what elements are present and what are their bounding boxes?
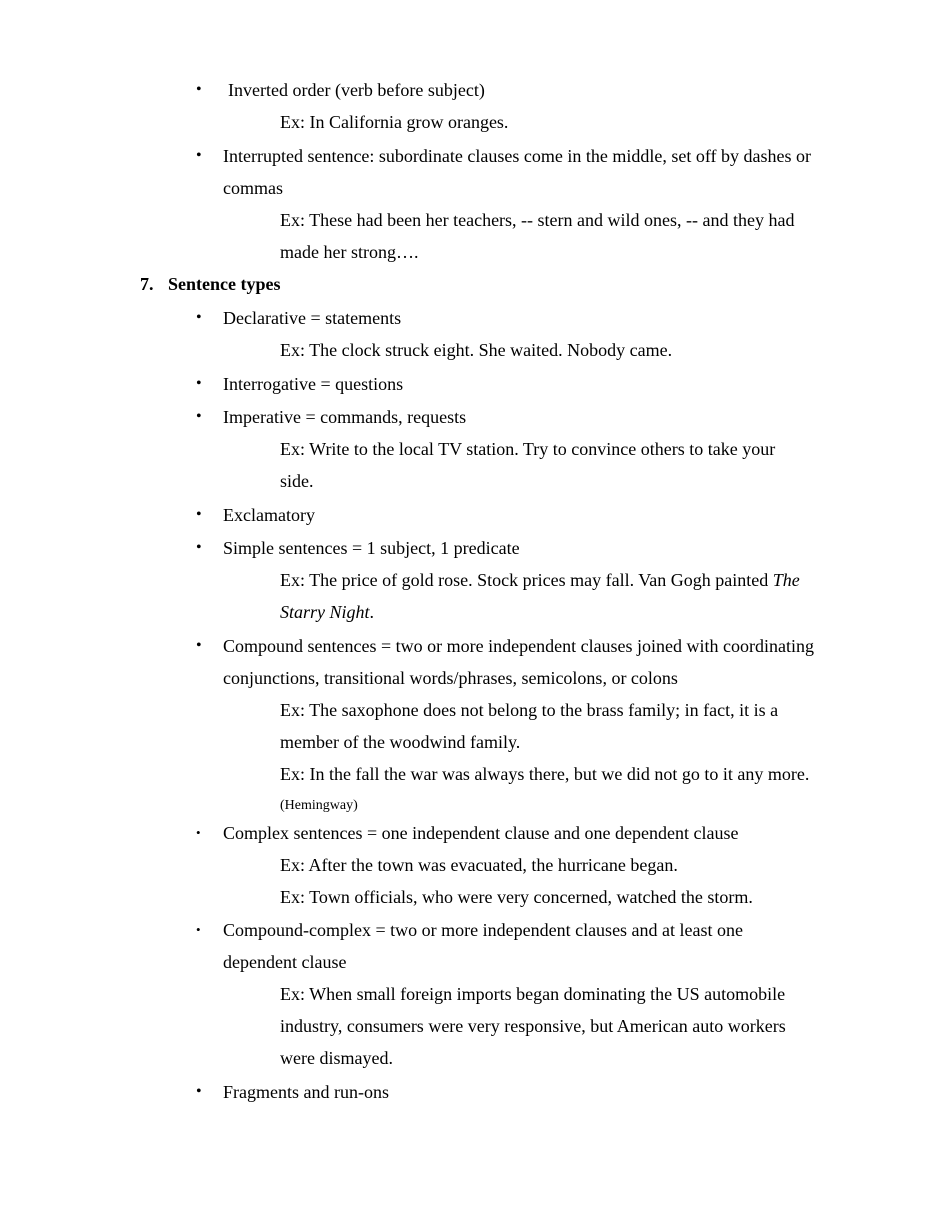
declarative-item: Declarative = statements [223, 308, 402, 328]
interrupted-sentence-example: Ex: These had been her teachers, -- stern and wild ones, -- and they had [280, 210, 795, 230]
compound-complex-example-cont2: were dismayed. [280, 1048, 393, 1068]
bullet-icon: • [196, 408, 202, 425]
bullet-icon: • [196, 147, 202, 164]
bullet-icon: • [196, 637, 202, 654]
section-number: 7. [140, 274, 154, 294]
simple-example-title-part1: The [772, 570, 800, 590]
compound-sentences-item: Compound sentences = two or more independent clauses joined with coordinating [223, 636, 815, 656]
simple-example-title-part2: Starry Night [280, 602, 370, 622]
bullet-icon: • [196, 539, 202, 556]
complex-example-2: Ex: Town officials, who were very concerned, watched the storm. [280, 887, 753, 907]
bullet-icon: • [196, 506, 202, 523]
simple-example-text: Ex: The price of gold rose. Stock prices may fall. Van Gogh painted [280, 570, 769, 590]
fragments-item: Fragments and run-ons [223, 1082, 389, 1102]
simple-sentences-example-cont [280, 601, 374, 623]
compound-example-2-attribution: (Hemingway) [280, 798, 358, 813]
simple-example-period: . [369, 602, 375, 622]
interrupted-sentence-item: Interrupted sentence: subordinate clauses come in the middle, set off by dashes or [223, 146, 811, 166]
bullet-icon: • [196, 81, 202, 98]
interrogative-item: Interrogative = questions [223, 374, 404, 394]
interrupted-sentence-item-cont: commas [223, 178, 283, 198]
section-heading: Sentence types [168, 274, 281, 294]
compound-sentences-item-cont: conjunctions, transitional words/phrases, semicolons, or colons [223, 668, 678, 688]
complex-example-1: Ex: After the town was evacuated, the hurricane began. [280, 855, 678, 875]
inverted-order-example: Ex: In California grow oranges. [280, 112, 509, 132]
compound-complex-item: Compound-complex = two or more independent clauses and at least one [223, 920, 744, 940]
bullet-icon: • [196, 825, 201, 840]
compound-complex-example: Ex: When small foreign imports began dominating the US automobile [280, 984, 786, 1004]
bullet-icon: • [196, 1083, 202, 1100]
bullet-icon: • [196, 309, 202, 326]
inverted-order-item: Inverted order (verb before subject) [228, 80, 485, 100]
compound-complex-item-cont: dependent clause [223, 952, 347, 972]
compound-example-2: Ex: In the fall the war was always there, but we did not go to it any more. [280, 764, 810, 784]
imperative-item: Imperative = commands, requests [223, 407, 467, 427]
exclamatory-item: Exclamatory [223, 505, 315, 525]
simple-sentences-item: Simple sentences = 1 subject, 1 predicate [223, 538, 520, 558]
imperative-example: Ex: Write to the local TV station. Try to convince others to take your [280, 439, 776, 459]
bullet-icon: • [196, 922, 201, 937]
simple-sentences-example [280, 569, 800, 591]
interrupted-sentence-example-cont: made her strong…. [280, 242, 419, 262]
compound-example-1-cont: member of the woodwind family. [280, 732, 521, 752]
compound-complex-example-cont: industry, consumers were very responsive, but American auto workers [280, 1016, 786, 1036]
complex-sentences-item: Complex sentences = one independent clause and one dependent clause [223, 823, 739, 843]
compound-example-1: Ex: The saxophone does not belong to the brass family; in fact, it is a [280, 700, 779, 720]
declarative-example: Ex: The clock struck eight. She waited. Nobody came. [280, 340, 673, 360]
imperative-example-cont: side. [280, 471, 314, 491]
bullet-icon: • [196, 375, 202, 392]
